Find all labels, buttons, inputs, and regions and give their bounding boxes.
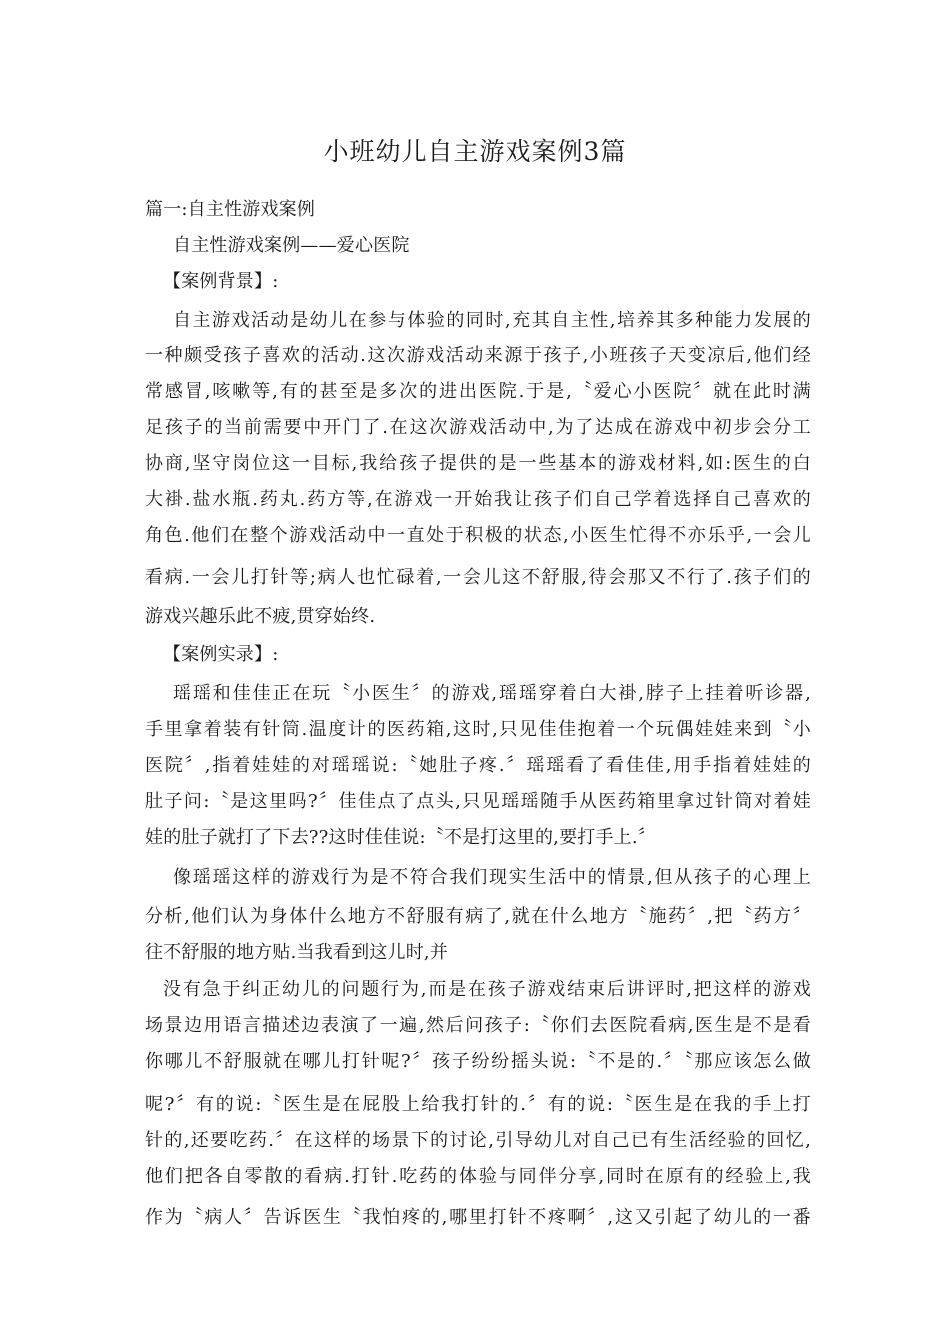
paragraph-line: 肚子问:〝是这里吗?〞佳佳点了点头,只见瑶瑶随手从医药箱里拿过针筒对着娃 [145, 791, 811, 812]
paragraph-line: 自主游戏活动是幼儿在参与体验的同时,充其自主性,培养其多种能力发展的 [173, 310, 811, 331]
section-subtitle: 自主性游戏案例——爱心医院 [173, 235, 410, 256]
paragraph-line: 他们把各自零散的看病.打针.吃药的体验与同伴分享,同时在原有的经验上,我 [145, 1166, 811, 1187]
paragraph-line: 常感冒,咳嗽等,有的甚至是多次的进出医院.于是,〝爱心小医院〞就在此时满 [145, 381, 811, 402]
paragraph-line: 作为〝病人〞告诉医生〝我怕疼的,哪里打针不疼啊〞,这又引起了幼儿的一番 [145, 1207, 811, 1228]
paragraph-line: 角色.他们在整个游戏活动中一直处于积极的状态,小医生忙得不亦乐乎,一会儿 [145, 525, 811, 546]
paragraph-line: 呢?〞有的说:〝医生是在屁股上给我打针的.〞有的说:〝医生是在我的手上打 [145, 1094, 811, 1115]
paragraph-line: 协商,坚守岗位这一目标,我给孩子提供的是一些基本的游戏材料,如:医生的白 [145, 453, 811, 474]
paragraph-line: 针的,还要吃药.〞在这样的场景下的讨论,引导幼儿对自己已有生活经验的回忆, [145, 1130, 811, 1151]
paragraph-line: 娃的肚子就打了下去??这时佳佳说:〝不是打这里的,要打手上.〞 [145, 827, 657, 848]
paragraph-line: 往不舒服的地方贴.当我看到这儿时,并 [145, 942, 449, 963]
paragraph-line: 足孩子的当前需要中开门了.在这次游戏活动中,为了达成在游戏中初步会分工 [145, 417, 811, 438]
paragraph-line: 手里拿着装有针筒.温度计的医药箱,这时,只见佳佳抱着一个玩偶娃娃来到〝小 [145, 719, 811, 740]
background-label: 【案例背景】: [163, 271, 279, 292]
paragraph-line: 场景边用语言描述边表演了一遍,然后问孩子:〝你们去医院看病,医生是不是看 [145, 1015, 811, 1036]
paragraph-line: 你哪儿不舒服就在哪儿打针呢?〞孩子纷纷摇头说:〝不是的.〞〝那应该怎么做 [145, 1051, 811, 1072]
paragraph-line: 看病.一会儿打针等;病人也忙碌着,一会儿这不舒服,待会那又不行了.孩子们的 [145, 567, 811, 588]
record-label: 【案例实录】: [163, 644, 279, 665]
section-heading: 篇一:自主性游戏案例 [145, 199, 316, 220]
paragraph-line: 大褂.盐水瓶.药丸.药方等,在游戏一开始我让孩子们自己学着选择自己喜欢的 [145, 489, 811, 510]
paragraph-line: 分析,他们认为身体什么地方不舒服有病了,就在什么地方〝施药〞,把〝药方〞 [145, 906, 811, 927]
document-title: 小班幼儿自主游戏案例3篇 [323, 137, 627, 166]
paragraph-line: 没有急于纠正幼儿的问题行为,而是在孩子游戏结束后讲评时,把这样的游戏 [163, 979, 811, 1000]
paragraph-line: 一种颇受孩子喜欢的活动.这次游戏活动来源于孩子,小班孩子天变凉后,他们经 [145, 345, 811, 366]
paragraph-line: 医院〞,指着娃娃的对瑶瑶说:〝她肚子疼.〞瑶瑶看了看佳佳,用手指着娃娃的 [145, 755, 811, 776]
paragraph-line: 游戏兴趣乐此不疲,贯穿始终. [145, 606, 376, 627]
paragraph-line: 像瑶瑶这样的游戏行为是不符合我们现实生活中的情景,但从孩子的心理上 [173, 867, 811, 888]
paragraph-line: 瑶瑶和佳佳正在玩〝小医生〞的游戏,瑶瑶穿着白大褂,脖子上挂着听诊器, [173, 683, 811, 704]
